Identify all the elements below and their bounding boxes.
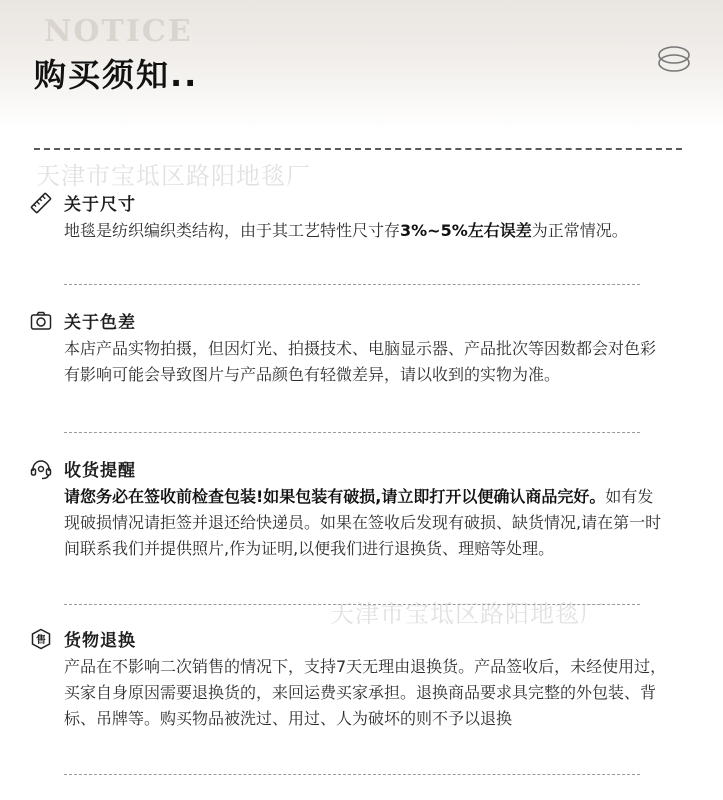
section-divider [64,432,640,433]
section-size [30,190,680,244]
watermark: 天津市宝坻区路阳地毯厂 [36,162,311,190]
notice-heading: NOTICE [44,14,193,49]
section-title: 关于尺寸 [64,195,136,215]
return-tag-icon [30,628,52,650]
text-plain: 地毯是纺织编织类结构，由于其工艺特性尺寸存 [64,221,401,240]
camera-icon [30,310,52,332]
page-title: 购买须知.. [34,56,199,94]
ruler-icon [30,192,52,214]
top-divider [34,148,682,150]
text-plain: 如有发现破损情况请拒签并退还给快递员。如果在签收后发现有破损、缺货情况,请在第一时间联系我们并提供照片,作为证明,以便我们进行退换货、理赔等处理。 [64,487,662,558]
section-text: 产品在不影响二次销售的情况下，支持7天无理由退换货。产品签收后，未经使用过，买家自身原因需要退换货的，来回运费买家承担。退换商品要求具完整的外包装、背标、吊牌等。购买物品被洗过、用过、人为破坏的则不予以退换 [64,657,667,728]
text-emphasis: 3%~5%左右误差 [400,221,532,240]
section-text: 本店产品实物拍摄，但因灯光、拍摄技术、电脑显示器、产品批次等因数都会对色彩有影响可能会导致图片与产品颜色有轻微差异，请以收到的实物为准。 [64,339,657,384]
watermark: 天津市宝坻区路阳地毯厂 [330,600,605,628]
section-divider [64,284,640,285]
section-title: 收货提醒 [64,461,136,481]
section-receiving [30,456,680,562]
text-plain: 为正常情况。 [531,221,628,240]
section-title: 关于色差 [64,313,136,333]
section-color [30,308,680,388]
text-emphasis: 请您务必在签收前检查包装!如果包装有破损,请立即打开以便确认商品完好。 [64,487,606,506]
return-badge: 售 [36,635,46,646]
header-banner [0,0,723,130]
section-return [30,626,680,732]
headset-icon [30,458,52,480]
section-title: 货物退换 [64,631,136,651]
rings-icon [656,44,692,74]
section-text [64,218,668,244]
section-text [64,484,668,562]
section-divider [64,774,640,775]
